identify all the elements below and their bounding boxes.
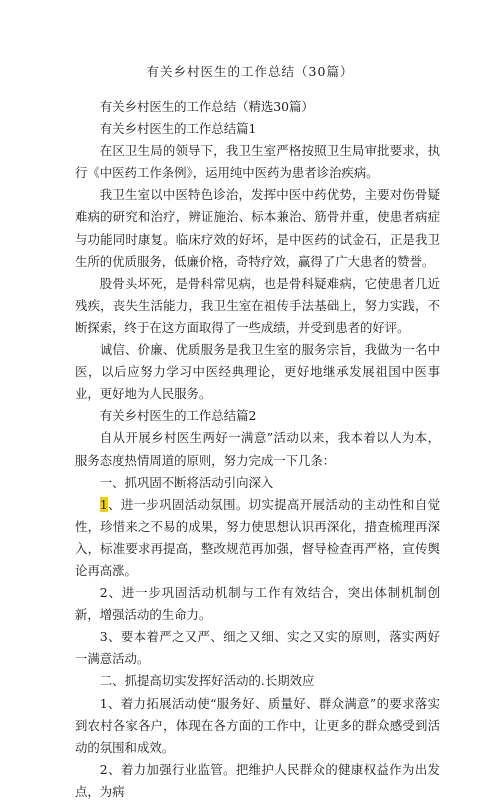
paragraph: 自从开展乡村医生两好一满意”活动以来，我本着以人为本，服务态度热情周道的原则，努力完成一下几条： — [75, 430, 440, 468]
document-title: 有关乡村医生的工作总结（30篇） — [146, 64, 354, 79]
list-item: 3、要本着严之又严、细之又细、实之又实的原则，落实两好一满意活动。 — [75, 629, 440, 667]
list-item-text: 、进一步巩固活动氛围。切实提高开展活动的主动性和自觉性，珍惜来之不易的成果，努力使思想认识再深化，措查梳理再深入，标准要求再提高，整改规范再加强，督导检查再严格，宣传舆论再高涨。 — [75, 496, 440, 578]
paragraph: 诚信、价廉、优质服务是我卫生室的服务宗旨，我做为一名中医，以后应努力学习中医经典理论，更好地继承发展祖国中医事业，更好地为人民服务。 — [75, 342, 440, 402]
list-item — [75, 494, 440, 582]
list-item: 2、着力加强行业监管。把维护人民群众的健康权益作为出发点，为病 — [75, 761, 440, 799]
list-item: 1、着力拓展活动使“服务好、质量好、群众满意”的要求落实到农村各家各户，体现在各方面的工作中，让更多的群众感受到活动的氛围和成效。 — [75, 695, 440, 755]
subheading: 二、抓提高切实发挥好活动的.长期效应 — [99, 673, 315, 689]
subtitle: 有关乡村医生的工作总结（精选30篇） — [99, 99, 314, 114]
document-body — [75, 96, 440, 803]
highlighted-number: 1 — [99, 496, 108, 512]
list-item: 2、进一步巩固活动机制与工作有效结合，突出体制机制创新，增强活动的生命力。 — [75, 585, 440, 623]
paragraph: 在区卫生局的领导下，我卫生室严格按照卫生局审批要求，执行《中医药工作条例》，运用纯中医药为患者诊治疾病。 — [75, 143, 440, 181]
paragraph: 我卫生室以中医特色诊治，发挥中医中药优势，主要对伤骨疑难病的研究和治疗，辨证施治、标本兼治、筋骨并重，使患者病症与功能同时康复。临床疗效的好坏，是中医药的试金石，正是我卫生所的优质服务，低廉价格，奇特疗效，赢得了广大患者的赞誉。 — [75, 187, 440, 269]
subheading: 一、抓巩固不断将活动引向深入 — [99, 474, 274, 490]
section-heading-1: 有关乡村医生的工作总结篇1 — [99, 121, 257, 137]
section-heading-2: 有关乡村医生的工作总结篇2 — [99, 408, 257, 424]
paragraph: 股骨头坏死，是骨科常见病，也是骨科疑难病，它使患者几近残疾，丧失生活能力，我卫生室在祖传手法基础上，努力实践，不断探索，终于在这方面取得了一些成绩，并受到患者的好评。 — [75, 275, 440, 335]
